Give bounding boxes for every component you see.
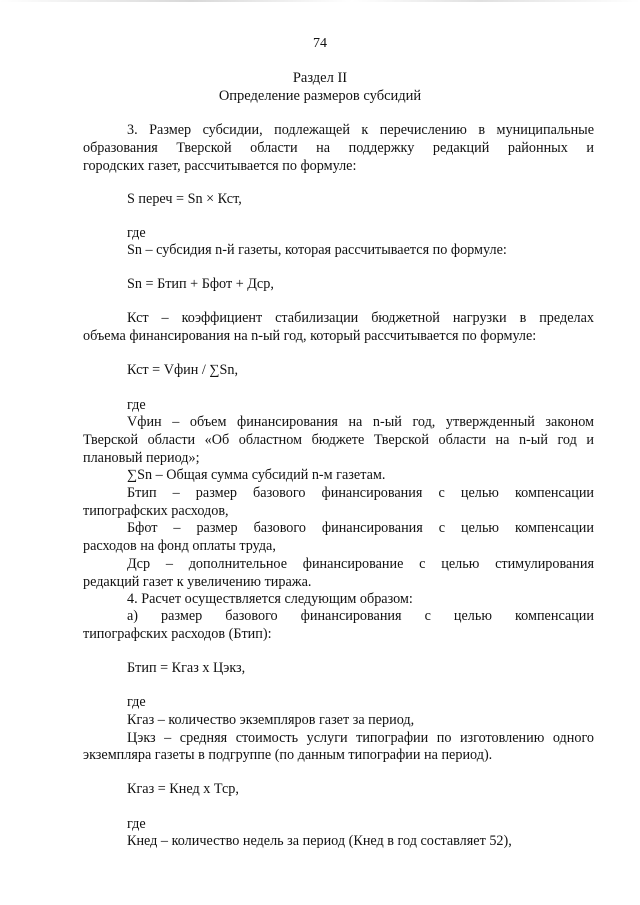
- formula-s-pereich: S переч = Sn × Кст,: [127, 191, 242, 207]
- paragraph-4a-line-1: а) размер базового финансирования с целью компенсации: [127, 608, 594, 624]
- where-label-3: где: [127, 694, 146, 710]
- vfin-definition-line-3: плановый период»;: [83, 450, 200, 466]
- dsr-definition-line-1: Дср – дополнительное финансирование с целью стимулирования: [127, 556, 594, 572]
- where-label-4: где: [127, 816, 146, 832]
- section-title: Раздел II: [292, 70, 348, 86]
- formula-sn: Sn = Бтип + Бфот + Дср,: [127, 276, 274, 292]
- tsekz-definition-line-1: Цэкз – средняя стоимость услуги типографии по изготовлению одного: [127, 730, 594, 746]
- dsr-definition-line-2: редакций газет к увеличению тиража.: [83, 574, 312, 590]
- formula-kst: Кст = Vфин / ∑Sn,: [127, 362, 239, 378]
- paragraph-3-line-3: городских газет, рассчитывается по формуле:: [83, 158, 357, 174]
- bfot-definition-line-1: Бфот – размер базового финансирования с целью компенсации: [127, 520, 594, 536]
- kst-definition-line-2: объема финансирования на n-ый год, который рассчитывается по формуле:: [83, 328, 537, 344]
- btip-definition-line-1: Бтип – размер базового финансирования с целью компенсации: [127, 485, 594, 501]
- formula-btip: Бтип = Кгаз х Цэкз,: [127, 660, 246, 676]
- where-label-2: где: [127, 397, 146, 413]
- sn-definition: Sn – субсидия n-й газеты, которая рассчитывается по формуле:: [127, 242, 507, 258]
- sum-sn-definition: ∑Sn – Общая сумма субсидий n-м газетам.: [127, 467, 386, 483]
- vfin-definition-line-2: Тверской области «Об областном бюджете Тверской области на n-ый год и: [83, 432, 594, 448]
- tsekz-definition-line-2: экземпляра газеты в подгруппе (по данным типографии на период).: [83, 747, 493, 763]
- page-number: 74: [313, 36, 327, 51]
- section-subtitle: Определение размеров субсидий: [218, 88, 422, 104]
- kned-definition: Кнед – количество недель за период (Кнед в год составляет 52),: [127, 833, 512, 849]
- kgaz-definition: Кгаз – количество экземпляров газет за период,: [127, 712, 415, 728]
- btip-definition-line-2: типографских расходов,: [83, 503, 229, 519]
- scan-top-edge: [0, 0, 640, 2]
- paragraph-4: 4. Расчет осуществляется следующим образом:: [127, 591, 413, 607]
- paragraph-3-line-2: образования Тверской области на поддержку редакций районных и: [83, 140, 594, 156]
- bfot-definition-line-2: расходов на фонд оплаты труда,: [83, 538, 276, 554]
- formula-kgaz: Кгаз = Кнед х Тср,: [127, 781, 239, 797]
- paragraph-3-line-1: 3. Размер субсидии, подлежащей к перечислению в муниципальные: [127, 122, 594, 138]
- paragraph-4a-line-2: типографских расходов (Бтип):: [83, 626, 272, 642]
- kst-definition-line-1: Кст – коэффициент стабилизации бюджетной нагрузки в пределах: [127, 310, 594, 326]
- where-label-1: где: [127, 225, 146, 241]
- vfin-definition-line-1: Vфин – объем финансирования на n-ый год, утвержденный законом: [127, 414, 594, 430]
